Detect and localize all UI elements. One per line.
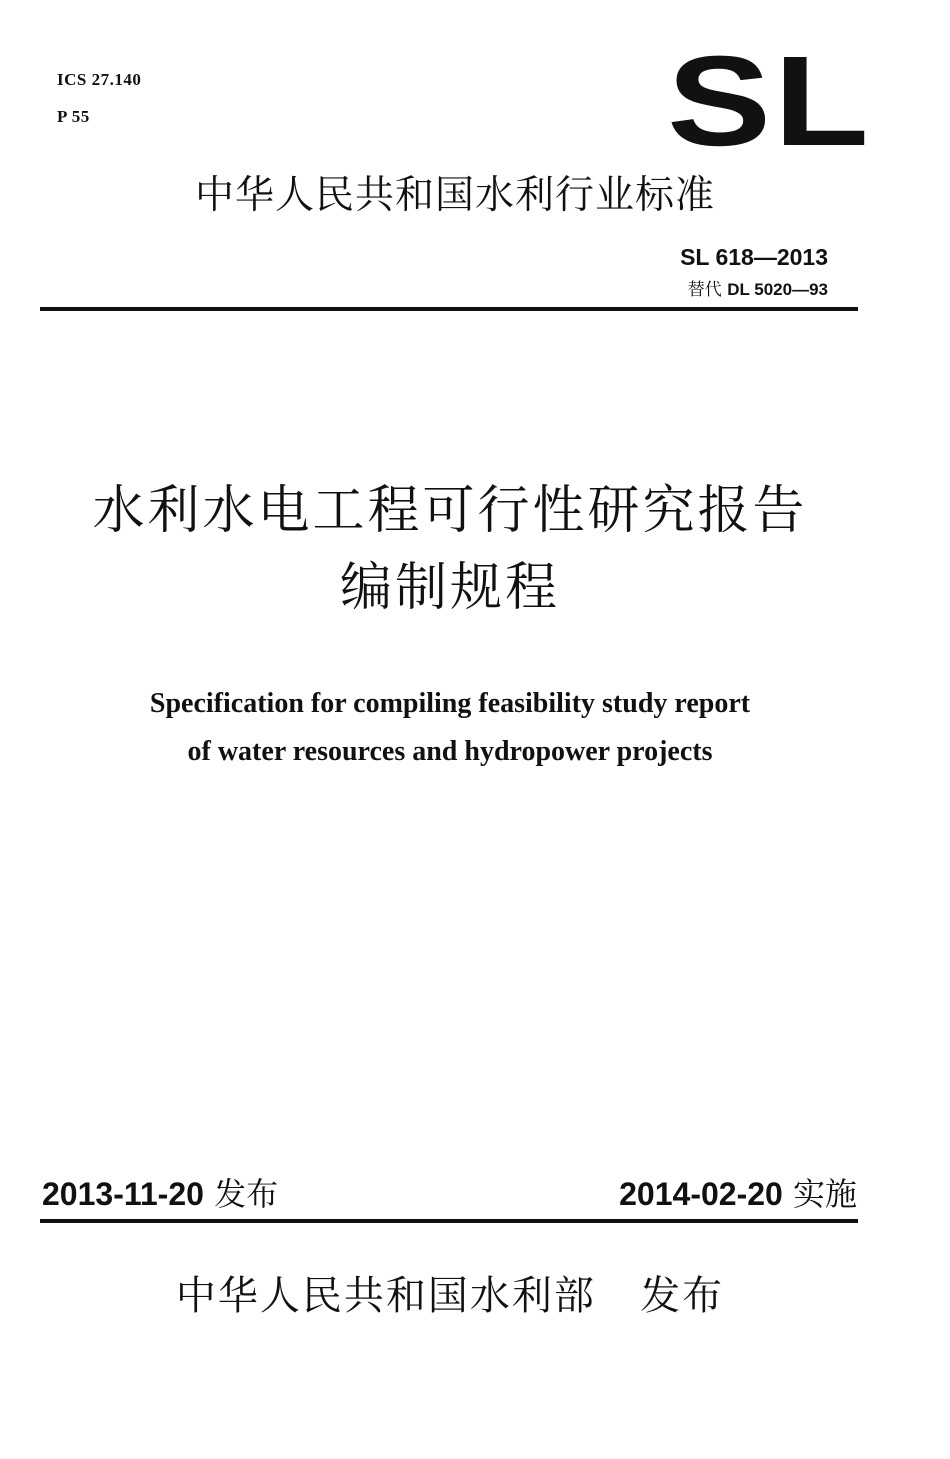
title-en-line1: Specification for compiling feasibility study report: [149, 688, 751, 719]
issuer-line: [0, 1264, 900, 1321]
implement-label: 实施: [792, 1175, 857, 1213]
top-divider: [40, 307, 858, 311]
bottom-divider: [40, 1219, 858, 1223]
implement-date: 2014-02-20: [619, 1176, 783, 1212]
industry-standard-title: 中华人民共和国水利行业标准: [194, 173, 715, 218]
ccs-code: P 55: [57, 107, 90, 126]
issue-label: 发布: [214, 1175, 279, 1213]
replaces-code: DL 5020—93: [727, 280, 828, 299]
issuer-action: 发布: [640, 1273, 725, 1319]
implement-date-block: [619, 1169, 857, 1215]
issuer-name: 中华人民共和国水利部: [175, 1273, 596, 1319]
sl-logo: SL: [667, 30, 872, 173]
replaces-label: 替代: [687, 280, 722, 300]
issue-date-block: [42, 1169, 278, 1215]
standard-number: SL 618—2013: [680, 244, 828, 270]
title-en-line2: of water resources and hydropower projects: [187, 736, 713, 767]
replaces-line: [688, 275, 828, 300]
title-zh-line2: 编制规程: [339, 558, 560, 618]
ics-code: ICS 27.140: [57, 70, 142, 89]
title-zh-line1: 水利水电工程可行性研究报告: [92, 481, 808, 541]
issue-date: 2013-11-20: [42, 1176, 204, 1212]
